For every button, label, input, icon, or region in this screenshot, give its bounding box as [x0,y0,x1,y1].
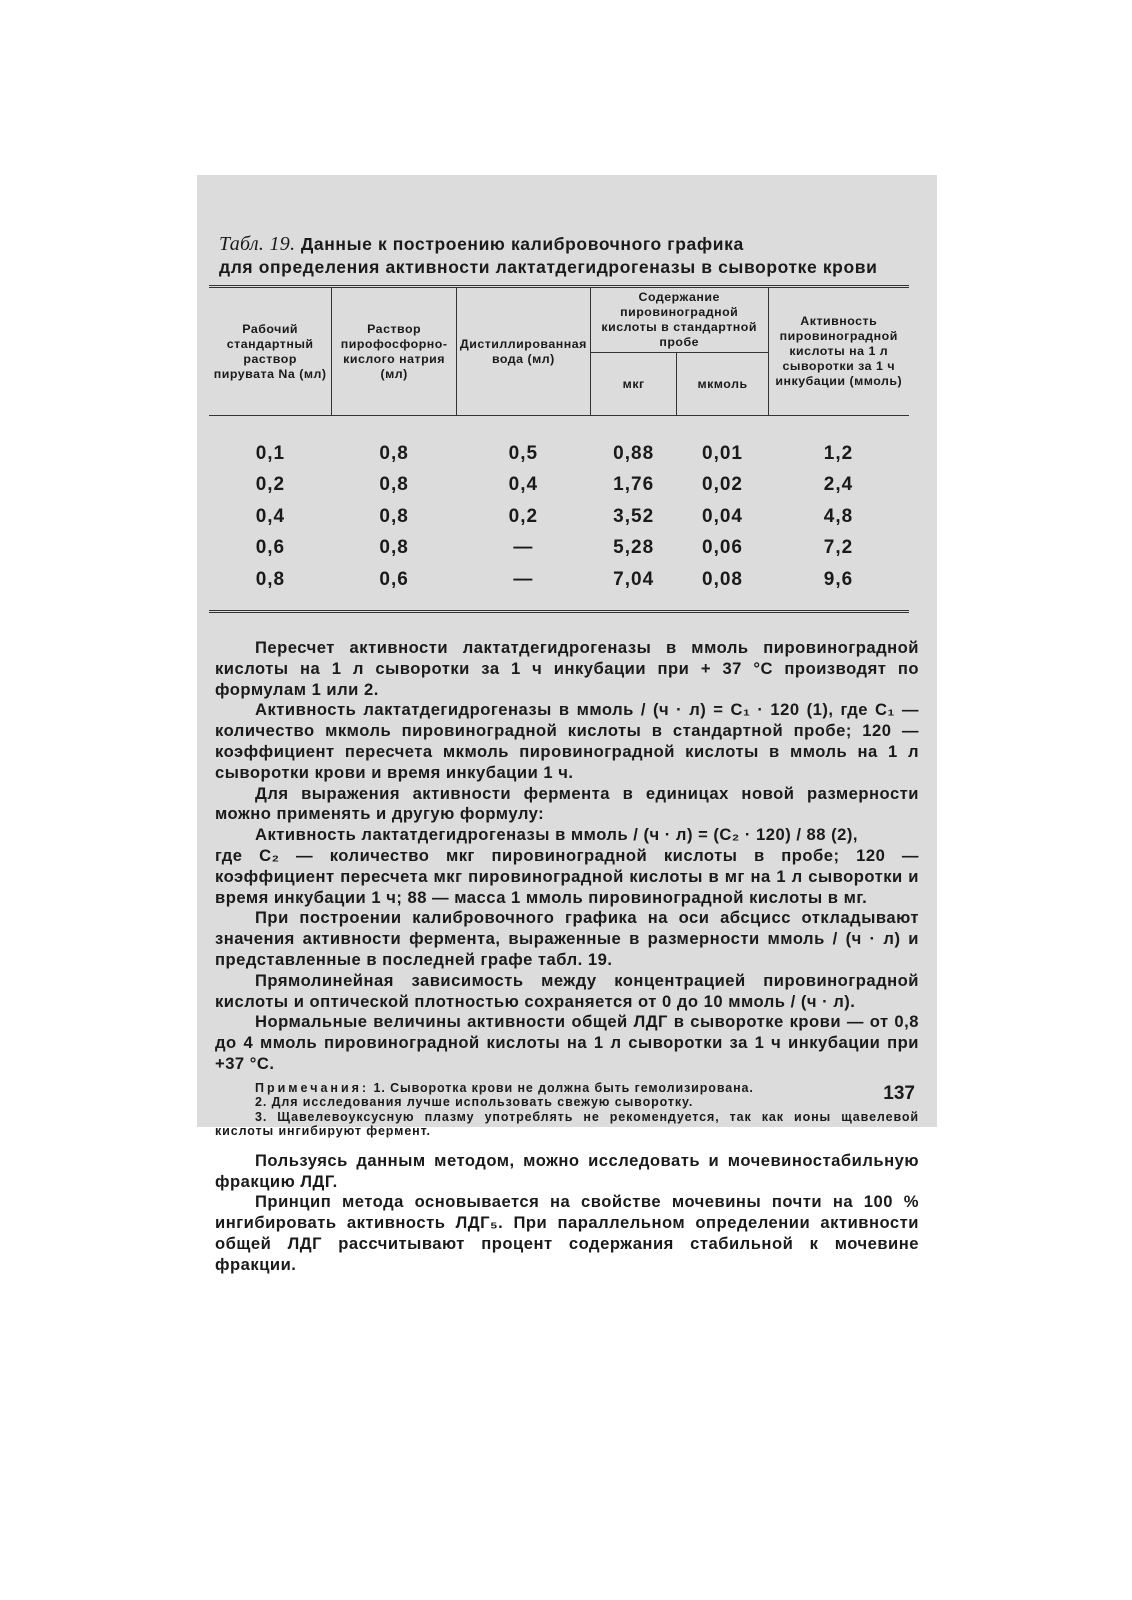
table-cell: 4,8 [823,505,854,527]
caption-title-line-2: для определения активности лактатдегидрогеназы в сыворотке крови [219,257,878,277]
table-cell: 0,6 [255,537,286,559]
page-number: 137 [883,1083,915,1104]
paragraph: Прямолинейная зависимость между концентрацией пировиноградной кислоты и оптической плотностью сохраняется от 0 до 10 ммоль / (ч · л). [215,970,919,1011]
paragraph: Нормальные величины активности общей ЛДГ в сыворотке крови — от 0,8 до 4 ммоль пировиноградной кислоты на 1 л сыворотки за 1 ч инкубации при +37 °С. [215,1012,919,1073]
paragraph: Для выражения активности фермента в единицах новой размерности можно применять и другую формулу: [215,783,919,824]
table-cell: 0,6 [332,564,457,611]
table-row [209,416,909,470]
table-cell: 0,02 [702,474,743,496]
paragraph: Пользуясь данным методом, можно исследовать и мочевиностабильную фракцию ЛДГ. [215,1150,919,1191]
body-text [215,638,919,1276]
header-pyruvic-content: Содержание пировиноградной кислоты в стандартной пробе [590,287,768,353]
note-3: 3. Щавелевоуксусную плазму употреблять не рекомендуется, так как ионы щавелевой кислоты ингибируют фермент. [215,1109,919,1139]
table-cell: 0,8 [379,474,409,496]
table-row [209,470,909,502]
table-row [209,533,909,565]
header-distilled-water: Дистиллированная вода (мл) [456,287,590,416]
paragraph: При построении калибровочного графика на оси абсцисс откладывают значения активности фермента, выраженные в размерности ммоль / (ч · л) и представленные в последней графе табл. 19. [215,908,919,969]
table-cell: 0,04 [702,505,743,527]
formula-2: Активность лактатдегидрогеназы в ммоль / (ч · л) = (C₂ · 120) / 88 (2), [255,825,859,845]
table-cell: 0,5 [508,442,539,464]
table-cell: 0,2 [255,474,286,496]
header-activity: Активность пировиноградной кислоты на 1 л сыворотки за 1 ч инкубации (ммоль) [768,287,909,416]
notes [215,1081,919,1139]
table-cell: 0,8 [379,442,409,464]
table-cell: 0,8 [379,505,409,527]
notes-label: Примечания: [255,1080,370,1095]
caption-title-line-1: Данные к построению калибровочного графика [300,234,744,254]
formula-1-paragraph: Активность лактатдегидрогеназы в ммоль / (ч · л) = C₁ · 120 (1), где C₁ — количество мкмоль пировиноградной кислоты в стандартной пробе; 120 — коэффициент пересчета мкмоль пировиноградной кислоты в ммоль на 1 л сыворотки крови и время инкубации 1 ч. [215,700,919,782]
table-cell: — [513,537,534,559]
book-page [197,175,937,1274]
table-cell: 0,2 [508,505,539,527]
after-notes [215,1151,919,1276]
header-pyrophosphate: Раствор пирофосфорно-кислого натрия (мл) [332,287,457,416]
note-2: 2. Для исследования лучше использовать свежую сыворотку. [255,1095,694,1110]
paragraph: Принцип метода основывается на свойстве мочевины почти на 100 % ингибировать активность ЛДГ₅. При параллельном определении активности общей ЛДГ рассчитывают процент содержания стабильной к мочевине фракции. [215,1192,919,1274]
paragraph: Пересчет активности лактатдегидрогеназы в ммоль пировиноградной кислоты на 1 л сыворотки за 1 ч инкубации при + 37 °С производят по формулам 1 или 2. [215,638,919,699]
table-cell: 5,28 [613,537,655,559]
table-cell: 9,6 [768,564,909,611]
caption-label: Табл. 19. [219,233,296,255]
note-1-line [215,1081,919,1096]
table-row [209,564,909,611]
table-cell: 3,52 [613,505,655,527]
table-caption [219,233,919,279]
table-cell: 2,4 [823,474,854,496]
table-cell: — [456,564,590,611]
table-cell: 0,06 [702,537,743,559]
table-cell: 0,08 [677,564,768,611]
header-pyruvate-solution: Рабочий стандартный раствор пирувата Na (мл) [209,287,332,416]
caption-line-1 [219,233,919,256]
calibration-table [209,285,909,613]
table-cell: 1,2 [823,442,854,464]
table-cell: 0,01 [702,442,743,464]
table-cell: 1,76 [613,474,655,496]
header-mkmol: мкмоль [677,353,768,416]
table-cell: 0,8 [209,564,332,611]
table-cell: 0,1 [255,442,286,464]
table-cell: 7,2 [823,537,854,559]
note-1: 1. Сыворотка крови не должна быть гемолизирована. [373,1080,754,1095]
table-cell: 7,04 [590,564,677,611]
header-mkg: мкг [590,353,677,416]
table-cell: 0,8 [379,537,409,559]
table-cell: 0,88 [613,442,655,464]
formula-2-explanation: где C₂ — количество мкг пировиноградной кислоты в пробе; 120 — коэффициент пересчета мкг пировиноградной кислоты в мг на 1 л сыворотки и время инкубации 1 ч; 88 — масса 1 ммоль пировиноградной кислоты в мг. [215,845,919,907]
table-row [209,501,909,533]
table-cell: 0,4 [508,474,539,496]
table-cell: 0,4 [255,505,286,527]
